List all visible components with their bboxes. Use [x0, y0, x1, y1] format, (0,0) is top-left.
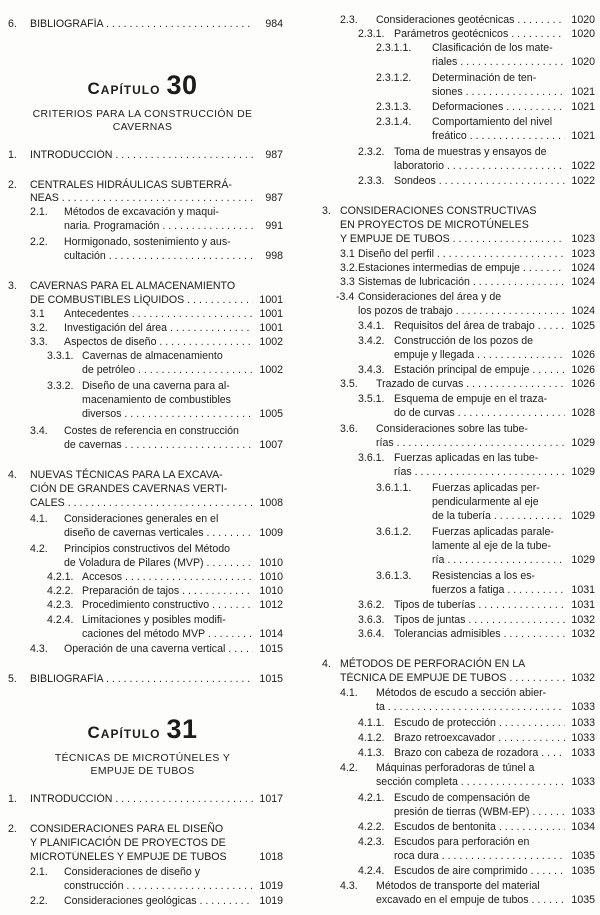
entry-number: 2.3.1.3. [376, 101, 412, 113]
entry-number: -3.4 [336, 291, 355, 303]
entry-number: 4.2.1. [47, 571, 74, 583]
entry-page-number: 1035 [571, 850, 595, 862]
entry-title: Tolerancias admisibles . . . [394, 628, 565, 641]
entry-page-number: 1035 [571, 894, 595, 906]
entry-title: Fuerzas aplicadas en las tube- [394, 452, 539, 464]
entry-number: 4.2. [30, 543, 48, 555]
entry-title: Escudo de compensación de [394, 792, 531, 804]
entry-number: 3.6. [340, 423, 358, 435]
entry-page-number: 1022 [571, 160, 595, 172]
entry-title: fuerzos a fatiga . . . [432, 584, 565, 597]
entry-title: BIBLIOGRAFÍA . . . [30, 673, 253, 686]
entry-title: Brazo retroexcavador . . . [394, 732, 565, 745]
entry-page-number: 1032 [571, 672, 595, 684]
entry-title: riales . . . [432, 56, 565, 69]
entry-page-number: 987 [265, 149, 283, 161]
entry-page-number: 1019 [259, 880, 283, 892]
entry-page-number: 1001 [259, 308, 283, 320]
entry-number: 4.2.2. [358, 821, 385, 833]
entry-number: 3.4.1. [358, 320, 385, 332]
entry-title: BIBLIOGRAFÍA . . . [30, 18, 253, 31]
entry-page-number: 1010 [259, 571, 283, 583]
entry-title: Y PLANIFICACIÓN DE PROYECTOS DE [30, 837, 226, 849]
entry-title: CONSIDERACIONES CONSTRUCTIVAS [340, 205, 537, 217]
entry-number: 3.6.1.2. [376, 526, 412, 538]
entry-page-number: 1001 [259, 294, 283, 306]
entry-page-number: 1015 [259, 643, 283, 655]
entry-page-number: 1019 [259, 895, 283, 907]
entry-page-number: 1033 [571, 701, 595, 713]
entry-number: 4.2.3. [47, 599, 74, 611]
entry-title: Consideraciones geológicas . . . [64, 895, 253, 908]
entry-title: Hormigonado, sostenimiento y aus- [64, 236, 231, 248]
entry-title: roca dura . . . [394, 850, 565, 863]
entry-page-number: 1029 [571, 554, 595, 566]
entry-page-number: 1015 [259, 673, 283, 685]
entry-title: Escudos para perforación en [394, 836, 530, 848]
entry-title: Parámetros geotécnicos . . . [394, 28, 565, 41]
entry-page-number: 1033 [571, 806, 595, 818]
entry-title: Requisitos del área de trabajo . . . [394, 320, 565, 333]
entry-page-number: 1026 [571, 349, 595, 361]
entry-title: Construcción de los pozos de [394, 335, 533, 347]
entry-page-number: 1021 [571, 130, 595, 142]
entry-page-number: 1026 [571, 364, 595, 376]
entry-title: caciones del método MVP . . . [82, 628, 253, 641]
entry-title: MÉTODOS DE PERFORACIÓN EN LA [340, 658, 526, 670]
entry-number: 3.5. [340, 378, 358, 390]
chapter-subtitle: TÉCNICAS DE MICROTÚNELES Y [54, 753, 231, 764]
entry-number: 2. [8, 823, 17, 835]
entry-page-number: 1017 [259, 793, 283, 805]
entry-number: 4.2.2. [47, 585, 74, 597]
entry-page-number: 1007 [259, 439, 283, 451]
entry-title: los pozos de trabajo . . . [358, 305, 565, 318]
entry-title: Aspectos de diseño . . . [64, 336, 253, 349]
entry-title: Clasificación de los mate- [432, 42, 553, 54]
entry-page-number: 1025 [571, 320, 595, 332]
entry-page-number: 1009 [259, 527, 283, 539]
entry-title: sección completa . . . [376, 776, 565, 789]
entry-title: empuje y llegada . . . [394, 349, 565, 362]
entry-number: 5. [8, 673, 17, 685]
entry-title: diversos . . . [82, 408, 253, 421]
entry-title: presión de tierras (WBM-EP) . . . [394, 806, 565, 819]
entry-page-number: 984 [265, 18, 283, 30]
entry-number: 2.3.2. [358, 146, 385, 158]
entry-title: TÉCNICA DE EMPUJE DE TUBOS . . . [340, 672, 565, 685]
entry-title: Investigación del área . . . [64, 322, 253, 335]
entry-number: 3.2. [340, 262, 358, 274]
entry-title: naria. Programación . . . [64, 220, 253, 233]
entry-title: Métodos de excavación y maqui- [64, 206, 219, 218]
entry-page-number: 1033 [571, 732, 595, 744]
entry-title: excavado en el empuje de tubos . . . [376, 894, 565, 907]
entry-title: Brazo con cabeza de rozadora . . . [394, 747, 565, 760]
entry-title: Métodos de escudo a sección abier- [376, 687, 547, 699]
entry-title: construcción . . . [64, 880, 253, 893]
entry-title: laboratorio . . . [394, 160, 565, 173]
entry-title: Tipos de juntas . . . [394, 614, 565, 627]
entry-number: 4.2. [340, 762, 358, 774]
entry-title: Determinación de ten- [432, 72, 537, 84]
entry-title: Métodos de transporte del material [376, 880, 540, 892]
chapter-label: Capítulo [87, 79, 161, 98]
entry-number: 3.6.1.1. [376, 482, 412, 494]
chapter-title [0, 714, 285, 748]
entry-page-number: 1033 [571, 776, 595, 788]
entry-number: 4.2.1. [358, 792, 385, 804]
entry-page-number: 998 [265, 250, 283, 262]
entry-title: Diseño de una caverna para al- [82, 380, 230, 392]
entry-number: 3.4. [30, 425, 48, 437]
entry-title: freático . . . [432, 130, 565, 143]
entry-number: 3.4.3. [358, 364, 385, 376]
entry-title: Sistemas de lubricación . . . [358, 276, 565, 289]
entry-page-number: 1001 [259, 322, 283, 334]
entry-title: Accesos . . . [82, 571, 253, 584]
entry-page-number: 1035 [571, 865, 595, 877]
entry-title: lamente al eje de la tube- [432, 540, 551, 552]
entry-title: siones . . . [432, 86, 565, 99]
entry-number: 2.3.1. [358, 28, 385, 40]
entry-number: 4.1. [340, 687, 358, 699]
entry-title: rías . . . [394, 466, 565, 479]
entry-page-number: 1029 [571, 510, 595, 522]
entry-title: Sondeos . . . [394, 175, 565, 188]
entry-number: 3.2. [30, 322, 48, 334]
entry-page-number: 1033 [571, 717, 595, 729]
entry-number: 2.1. [30, 866, 48, 878]
entry-number: 3.6.2. [358, 599, 385, 611]
entry-title: Resistencias a los es- [432, 570, 536, 582]
entry-title: Tipos de tuberías . . . [394, 599, 565, 612]
entry-title: Estaciones intermedias de empuje . . . [358, 262, 565, 275]
entry-number: 2. [8, 179, 17, 191]
entry-title: de la tubería . . . [432, 510, 565, 523]
entry-number: 2.3.1.1. [376, 42, 412, 54]
entry-page-number: 1010 [259, 585, 283, 597]
entry-title: de Voladura de Pilares (MVP) . . . [64, 557, 253, 570]
entry-title: Fuerzas aplicadas parale- [432, 526, 554, 538]
chapter-subtitle: CRITERIOS PARA LA CONSTRUCCIÓN DE [32, 109, 253, 120]
entry-title: rías . . . [376, 437, 565, 450]
chapter-subtitle: EMPUJE DE TUBOS [90, 766, 195, 777]
entry-page-number: 1020 [571, 56, 595, 68]
entry-page-number: 1032 [571, 614, 595, 626]
entry-title: Comportamiento del nivel [432, 116, 553, 128]
entry-title: macenamiento de combustibles [82, 394, 231, 406]
entry-title: Escudo de protección . . . [394, 717, 565, 730]
entry-number: 3.3.1. [47, 350, 74, 362]
chapter-heading [0, 714, 285, 778]
entry-title: Preparación de tajos . . . [82, 585, 253, 598]
entry-number: 6. [8, 18, 17, 30]
entry-title: ta . . . [376, 701, 565, 714]
entry-number: 4.2.4. [358, 865, 385, 877]
entry-number: 4.1. [30, 513, 48, 525]
chapter-subtitle: CAVERNAS [112, 122, 173, 133]
entry-number: 2.3.3. [358, 175, 385, 187]
entry-number: 3.4.2. [358, 335, 385, 347]
entry-title: CIÓN DE GRANDES CAVERNAS VERTI- [30, 483, 228, 495]
entry-title: Escudos de aire comprimido . . . [394, 865, 565, 878]
entry-page-number: 1010 [259, 557, 283, 569]
entry-page-number: 1014 [259, 628, 283, 640]
entry-page-number: 1024 [571, 276, 595, 288]
entry-page-number: 1012 [259, 599, 283, 611]
entry-title: CONSIDERACIONES PARA EL DISEÑO [30, 823, 224, 835]
entry-title: INTRODUCCIÓN . . . [30, 793, 253, 806]
entry-page-number: 1021 [571, 101, 595, 113]
chapter-number: 30 [166, 70, 198, 100]
entry-page-number: 1032 [571, 628, 595, 640]
entry-page-number: 1031 [571, 584, 595, 596]
entry-title: CAVERNAS PARA EL ALMACENAMIENTO [30, 280, 236, 292]
chapter-label: Capítulo [87, 723, 161, 742]
entry-number: 2.3. [340, 14, 358, 26]
entry-page-number: 1031 [571, 599, 595, 611]
entry-page-number: 1034 [571, 821, 595, 833]
entry-title: pendicularmente al eje [432, 496, 539, 508]
entry-title: INTRODUCCIÓN . . . [30, 149, 253, 162]
entry-number: 3.3.2. [47, 380, 74, 392]
entry-number: 3.5.1. [358, 393, 385, 405]
entry-number: 4.2.4. [47, 614, 74, 626]
entry-number: 4.3. [30, 643, 48, 655]
entry-page-number: 1024 [571, 305, 595, 317]
entry-title: cultación . . . [64, 250, 253, 263]
entry-page-number: 1021 [571, 86, 595, 98]
entry-title: NUEVAS TÉCNICAS PARA LA EXCAVA- [30, 469, 223, 481]
entry-page-number: 1024 [571, 262, 595, 274]
entry-page-number: 1033 [571, 747, 595, 759]
entry-title: CENTRALES HIDRÁULICAS SUBTERRÁ- [30, 179, 232, 191]
entry-number: 4.1.1. [358, 717, 385, 729]
entry-title: Consideraciones generales en el [64, 513, 219, 525]
entry-number: 3.6.3. [358, 614, 385, 626]
entry-number: 3.6.1. [358, 452, 385, 464]
entry-page-number: 1023 [571, 248, 595, 260]
entry-title: Diseño del perfil . . . [358, 248, 565, 261]
entry-title: Antecedentes . . . [64, 308, 253, 321]
entry-page-number: 1018 [259, 851, 283, 863]
entry-number: 3.1 [340, 248, 355, 260]
entry-number: 4.3. [340, 880, 358, 892]
entry-number: 2.3.1.4. [376, 116, 412, 128]
entry-page-number: 991 [265, 220, 283, 232]
entry-title: Principios constructivos del Método [64, 543, 231, 555]
entry-title: ría . . . [432, 554, 565, 567]
entry-number: 1. [8, 793, 17, 805]
entry-title: de cavernas . . . [64, 439, 253, 452]
entry-page-number: 1029 [571, 466, 595, 478]
entry-title: Consideraciones de diseño y [64, 866, 201, 878]
entry-number: 2.2. [30, 236, 48, 248]
entry-title: Consideraciones del área y de [358, 291, 502, 303]
entry-number: 2.1. [30, 206, 48, 218]
entry-title: Escudos de bentonita . . . [394, 821, 565, 834]
entry-title: Limitaciones y posibles modifi- [82, 614, 226, 626]
chapter-heading [0, 70, 285, 134]
entry-title: Costes de referencia en construcción [64, 425, 239, 437]
entry-number: 4. [322, 658, 331, 670]
entry-page-number: 1002 [259, 336, 283, 348]
entry-title: Toma de muestras y ensayos de [394, 146, 547, 158]
entry-title: Y EMPUJE DE TUBOS . . . [340, 233, 565, 246]
entry-title: Fuerzas aplicadas per- [432, 482, 540, 494]
entry-number: 3. [8, 280, 17, 292]
entry-title: Procedimiento constructivo . . . [82, 599, 253, 612]
entry-number: 4.2.3. [358, 836, 385, 848]
entry-title: de petróleo . . . [82, 364, 253, 377]
entry-page-number: 1029 [571, 437, 595, 449]
entry-title: EN PROYECTOS DE MICROTÚNELES [340, 219, 529, 231]
entry-number: 3.1 [30, 308, 45, 320]
entry-number: 3. [322, 205, 331, 217]
entry-title: Máquinas perforadoras de túnel a [376, 762, 535, 774]
entry-number: 3.6.4. [358, 628, 385, 640]
entry-number: 2.2. [30, 895, 48, 907]
entry-title: MICROTÚNELES Y EMPUJE DE TUBOS [30, 851, 227, 863]
entry-page-number: 1023 [571, 233, 595, 245]
entry-page-number: 1022 [571, 175, 595, 187]
entry-number: 3.6.1.3. [376, 570, 412, 582]
entry-title: Trazado de curvas . . . [376, 378, 565, 391]
entry-page-number: 1002 [259, 364, 283, 376]
entry-title: Esquema de empuje en el traza- [394, 393, 548, 405]
entry-number: 4. [8, 469, 17, 481]
entry-title: CALES . . . [30, 497, 253, 510]
entry-number: 3.3. [30, 336, 48, 348]
entry-page-number: 1020 [571, 28, 595, 40]
entry-title: DE COMBUSTIBLES LÍQUIDOS . . . [30, 294, 253, 307]
entry-number: 1. [8, 149, 17, 161]
entry-title: Deformaciones . . . [432, 101, 565, 114]
entry-title: Consideraciones geotécnicas . . . [376, 14, 565, 27]
entry-title: Consideraciones sobre las tube- [376, 423, 528, 435]
entry-page-number: 1008 [259, 497, 283, 509]
entry-title: diseño de cavernas verticales . . . [64, 527, 253, 540]
entry-page-number: 987 [265, 192, 283, 204]
entry-title: Estación principal de empuje . . . [394, 364, 565, 377]
entry-page-number: 1020 [571, 14, 595, 26]
entry-page-number: 1005 [259, 408, 283, 420]
entry-number: 3.3 [340, 276, 355, 288]
entry-title: NEAS . . . [30, 192, 253, 205]
entry-number: 4.1.3. [358, 747, 385, 759]
entry-number: 2.3.1.2. [376, 72, 412, 84]
chapter-title [0, 70, 285, 104]
entry-title: do de curvas . . . [394, 407, 565, 420]
entry-title: Operación de una caverna vertical . . . [64, 643, 253, 656]
chapter-number: 31 [166, 714, 198, 744]
entry-title: Cavernas de almacenamiento [82, 350, 223, 362]
entry-number: 4.1.2. [358, 732, 385, 744]
entry-page-number: 1026 [571, 378, 595, 390]
entry-page-number: 1028 [571, 407, 595, 419]
